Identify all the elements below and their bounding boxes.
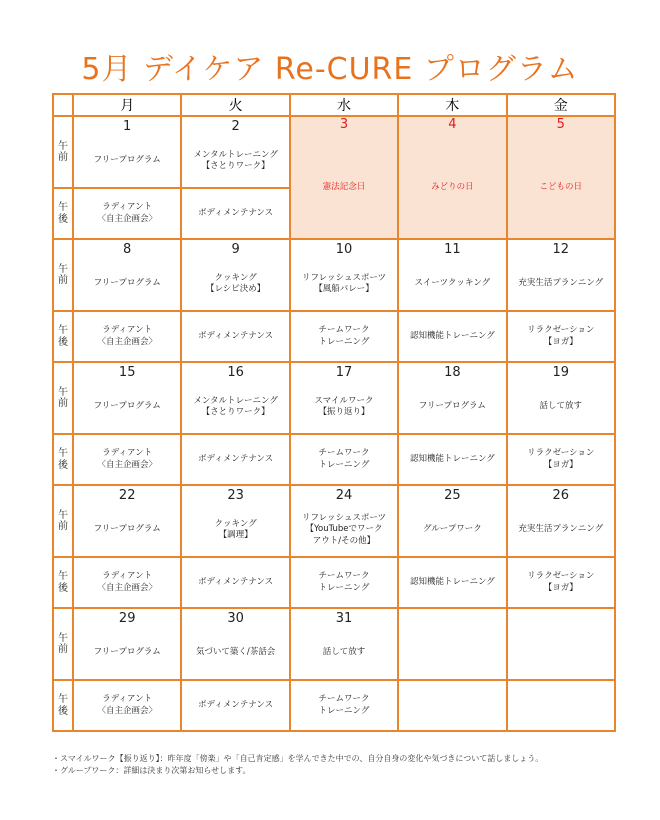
am-program: スマイルワーク 【振り返り】 [290, 381, 398, 434]
footnote: ・グループワーク：詳細は決まり次第お知らせします。 [52, 766, 251, 775]
day-number: 30 [181, 608, 289, 627]
week-am-row [53, 258, 615, 311]
pm-program: 認知機能トレーニング [398, 434, 506, 485]
day-number: 5 [556, 117, 565, 132]
week-am-row [53, 627, 615, 680]
pm-program: ラディアント 〈自主企画会〉 [73, 311, 181, 362]
day-number: 16 [181, 362, 289, 381]
weekday-header: 木 [398, 94, 506, 116]
week-am-row [53, 381, 615, 434]
am-label: 午 前 [53, 608, 73, 680]
weekday-header: 水 [290, 94, 398, 116]
day-number: 10 [290, 239, 398, 258]
week-number-row [53, 608, 615, 627]
pm-program: ラディアント 〈自主企画会〉 [73, 680, 181, 731]
am-program: メンタルトレーニング 【さとりワーク】 [181, 135, 289, 188]
day-number: 17 [290, 362, 398, 381]
week-am-row [53, 504, 615, 557]
holiday-cell [290, 116, 398, 239]
am-program: リフレッシュスポーツ 【YouTubeでワーク アウト/その他】 [290, 504, 398, 557]
page-title: 5月 デイケア Re-CURE プログラム [81, 52, 579, 87]
day-number: 1 [73, 116, 181, 135]
pm-program [398, 680, 506, 731]
am-program: 充実生活プランニング [507, 504, 615, 557]
pm-label: 午 後 [53, 557, 73, 608]
pm-program: 認知機能トレーニング [398, 311, 506, 362]
day-number: 29 [73, 608, 181, 627]
pm-program: チームワーク トレーニング [290, 434, 398, 485]
day-number: 19 [507, 362, 615, 381]
pm-program: リラクゼーション 【ヨガ】 [507, 311, 615, 362]
pm-program: チームワーク トレーニング [290, 557, 398, 608]
holiday-name: 憲法記念日 [322, 182, 366, 192]
day-number: 8 [73, 239, 181, 258]
pm-program: ボディメンテナンス [181, 311, 289, 362]
pm-program: ボディメンテナンス [181, 557, 289, 608]
pm-label: 午 後 [53, 311, 73, 362]
day-number: 4 [448, 117, 457, 132]
am-program: フリープログラム [73, 135, 181, 188]
day-number: 22 [73, 485, 181, 504]
day-number [507, 608, 615, 627]
am-program: グループワーク [398, 504, 506, 557]
holiday-cell [507, 116, 615, 239]
holiday-name: みどりの日 [431, 182, 474, 192]
am-program: 充実生活プランニング [507, 258, 615, 311]
calendar-body [53, 116, 615, 731]
day-number: 23 [181, 485, 289, 504]
am-program: フリープログラム [73, 258, 181, 311]
pm-label: 午 後 [53, 188, 73, 239]
pm-program: リラクゼーション 【ヨガ】 [507, 434, 615, 485]
calendar-table [52, 93, 616, 732]
pm-program: チームワーク トレーニング [290, 680, 398, 731]
am-program: スイーツクッキング [398, 258, 506, 311]
day-number: 2 [181, 116, 289, 135]
week-number-row [53, 362, 615, 381]
am-program: 気づいて築く/茶話会 [181, 627, 289, 680]
am-program: フリープログラム [73, 504, 181, 557]
day-number: 31 [290, 608, 398, 627]
am-program: 話して放す [290, 627, 398, 680]
am-program: フリープログラム [73, 381, 181, 434]
pm-program: ラディアント 〈自主企画会〉 [73, 188, 181, 239]
footnotes [52, 753, 543, 777]
day-number: 3 [339, 117, 349, 132]
weekday-header-row [53, 94, 615, 116]
pm-program: ボディメンテナンス [181, 680, 289, 731]
day-number: 26 [507, 485, 615, 504]
day-number: 9 [181, 239, 289, 258]
pm-program: ラディアント 〈自主企画会〉 [73, 557, 181, 608]
am-program: リフレッシュスポーツ 【風船バレー】 [290, 258, 398, 311]
am-program: メンタルトレーニング 【さとりワーク】 [181, 381, 289, 434]
pm-label: 午 後 [53, 434, 73, 485]
pm-label: 午 後 [53, 680, 73, 731]
am-program [398, 627, 506, 680]
week-pm-row [53, 434, 615, 485]
pm-program: ボディメンテナンス [181, 188, 289, 239]
am-program: クッキング 【調理】 [181, 504, 289, 557]
corner-cell [53, 94, 73, 116]
weekday-header: 金 [507, 94, 615, 116]
week-number-row [53, 239, 615, 258]
day-number: 18 [398, 362, 506, 381]
day-number: 15 [73, 362, 181, 381]
am-label: 午 前 [53, 362, 73, 434]
pm-program: ボディメンテナンス [181, 434, 289, 485]
week-pm-row [53, 680, 615, 731]
week-number-row [53, 116, 615, 135]
day-number: 12 [507, 239, 615, 258]
day-number: 11 [398, 239, 506, 258]
day-number: 24 [290, 485, 398, 504]
am-program: 話して放す [507, 381, 615, 434]
day-number: 25 [398, 485, 506, 504]
footnote: ・スマイルワーク【振り返り】：昨年度「傍楽」や「自己肯定感」を学んできた中での、自分自身の変化や気づきについて話しましょう。 [52, 754, 544, 763]
pm-program: リラクゼーション 【ヨガ】 [507, 557, 615, 608]
am-label: 午 前 [53, 485, 73, 557]
holiday-name: こどもの日 [539, 182, 583, 192]
am-program [507, 627, 615, 680]
weekday-header: 火 [181, 94, 289, 116]
am-program: フリープログラム [398, 381, 506, 434]
week-pm-row [53, 557, 615, 608]
week-pm-row [53, 311, 615, 362]
holiday-cell [398, 116, 506, 239]
am-label: 午 前 [53, 239, 73, 311]
week-number-row [53, 485, 615, 504]
am-label: 午 前 [53, 116, 73, 188]
pm-program: チームワーク トレーニング [290, 311, 398, 362]
pm-program [507, 680, 615, 731]
day-number [398, 608, 506, 627]
am-program: フリープログラム [73, 627, 181, 680]
am-program: クッキング 【レシピ決め】 [181, 258, 289, 311]
pm-program: ラディアント 〈自主企画会〉 [73, 434, 181, 485]
pm-program: 認知機能トレーニング [398, 557, 506, 608]
weekday-header: 月 [73, 94, 181, 116]
